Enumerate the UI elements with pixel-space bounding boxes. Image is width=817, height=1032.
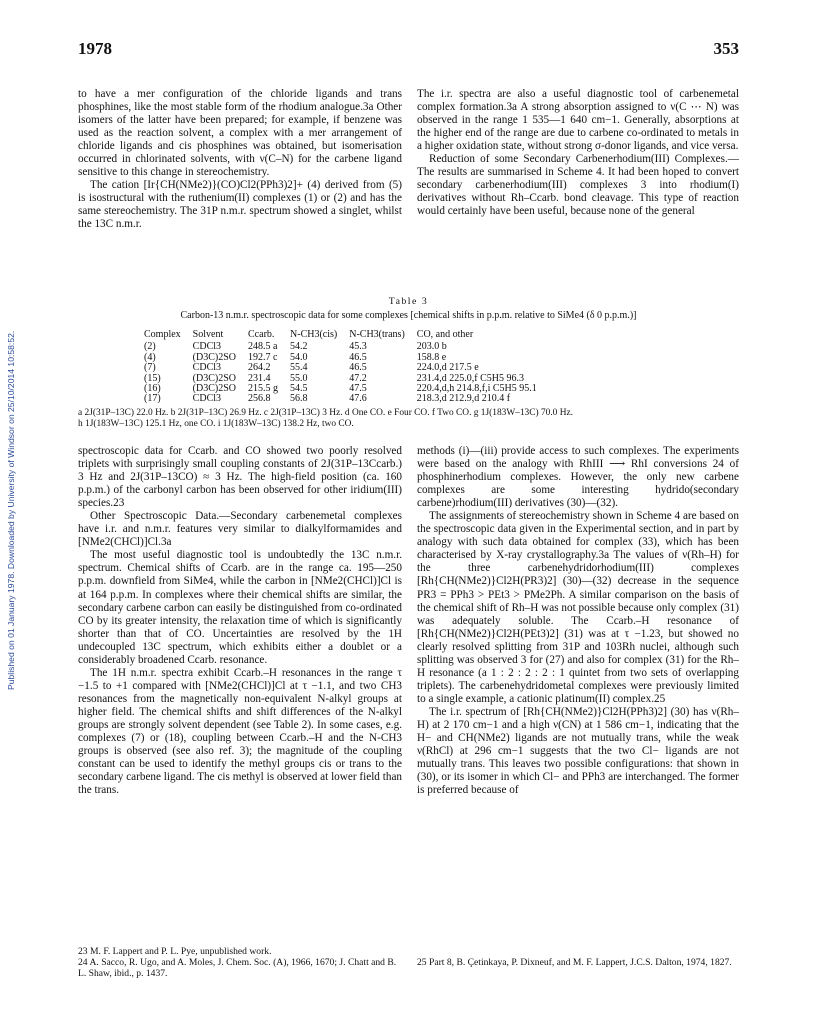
table-cell: 54.2 xyxy=(290,341,308,353)
table-cell: (17) xyxy=(144,393,161,405)
table-cell: CDCl3 xyxy=(192,393,222,405)
table-cell: (16) xyxy=(144,383,161,395)
paragraph: methods (i)—(iii) provide access to such complexes. The experiments were based on the analogy with RhIII ⟶ RhI conversions 24 of phosphinerhodium complexes. However, the only new carbene complexes are some interesting hydrido(secondary carbene)rhodium(III) derivatives (30)—(32). xyxy=(417,445,739,510)
paragraph: The most useful diagnostic tool is undoubtedly the 13C n.m.r. spectrum. Chemical shifts of Ccarb. are in the range ca. 195—250 p.p.m. downfield from SiMe4, while the carbon in [NMe2(CHCl)]Cl is at 164 p.p.m. In complexes where their chemical shifts are similar, the secondary carbene carbon can easily be distinguished from co-ordinated CO by its greater intensity, the relaxation time of which is significantly shorter than that of CO. Uncertainties are resolved by the 1H undecoupled 13C spectrum, which exhibits either a doublet or a considerably broadened Ccarb. resonance. xyxy=(78,549,402,666)
column-top-right xyxy=(417,88,739,218)
table-footnotes xyxy=(78,408,678,430)
table-caption: Carbon-13 n.m.r. spectroscopic data for some complexes [chemical shifts in p.p.m. relative to SiMe4 (δ 0 p.p.m.)] xyxy=(180,310,637,321)
column-top-left xyxy=(78,88,402,232)
table-cell: 55.4 xyxy=(290,362,308,374)
column-bottom-right xyxy=(417,445,739,797)
table-cell: 192.7 c xyxy=(248,351,278,363)
table-cell: (7) xyxy=(144,362,156,374)
table-cell: (D3C)2SO xyxy=(192,372,237,384)
column-header: N-CH3(trans) xyxy=(349,329,405,340)
table-cell: 56.8 xyxy=(290,393,308,405)
table-cell: 231.4 xyxy=(248,372,271,384)
footnote: 25 Part 8, B. Çetinkaya, P. Dixneuf, and M. F. Lappert, J.C.S. Dalton, 1974, 1827. xyxy=(417,957,732,968)
footnotes-left xyxy=(78,946,402,979)
header-page-number: 353 xyxy=(713,39,739,58)
table-cell: 45.3 xyxy=(349,341,367,353)
table-cell: (D3C)2SO xyxy=(192,351,237,363)
table-cell: 231.4,d 225.0,f C5H5 96.3 xyxy=(416,372,525,384)
footnotes-right xyxy=(417,957,739,968)
header-year: 1978 xyxy=(78,39,112,58)
table-label: Table 3 xyxy=(388,296,429,307)
table-cell: 218.3,d 212.9,d 210.4 f xyxy=(416,393,511,405)
table-cell: 264.2 xyxy=(248,362,271,374)
table-cell: (2) xyxy=(144,341,156,353)
table-cell: 220.4,d,h 214.8,f,i C5H5 95.1 xyxy=(416,383,537,395)
paragraph: The i.r. spectrum of [Rh{CH(NMe2)}Cl2H(PPh3)2] (30) has ν(Rh–H) at 2 170 cm−1 and a high ν(CN) at 1 586 cm−1, indicating that the H− and CH(NMe2) ligands are not mutually trans, while the weak ν(RhCl) at 296 cm−1 suggests that the two Cl− ligands are not mutually trans. This leaves two possible configurations: that shown in (30), or its isomer in which Cl− and PPh3 are interchanged. The former is preferred because of xyxy=(417,705,739,797)
column-header: Solvent xyxy=(192,329,224,340)
table-cell: 248.5 a xyxy=(248,341,278,353)
column-bottom-left xyxy=(78,445,402,797)
table-cell: 54.5 xyxy=(290,383,308,395)
table-cell: (4) xyxy=(144,351,156,363)
table-cell: (15) xyxy=(144,372,161,384)
download-watermark: Published on 01 January 1978. Downloaded by University of Windsor on 25/10/2014 10:58:52. xyxy=(6,330,16,690)
paragraph: The i.r. spectra are also a useful diagnostic tool of carbenemetal complex formation.3a A strong absorption assigned to ν(C ⋯ N) was observed in the range 1 535—1 640 cm−1. Generally, absorptions at the higher end of the range are due to carbene co-ordinated to metals in a higher oxidation state, without strong σ-donor ligands, and vice versa. xyxy=(417,88,739,153)
column-header: Complex xyxy=(144,329,181,340)
table-row xyxy=(138,394,543,404)
table-cell: 224.0,d 217.5 e xyxy=(416,362,479,374)
table-3-block xyxy=(0,296,817,429)
paragraph: Reduction of some Secondary Carbenerhodium(III) Complexes.—The results are summarised in Scheme 4. It had been hoped to convert secondary carbenerhodium(III) complexes 3 into rhodium(I) derivatives without Rh–Ccarb. bond cleavage. This type of reaction would certainly have been useful, because none of the general xyxy=(417,153,739,218)
table-cell: 47.5 xyxy=(349,383,367,395)
table-footnote: a 2J(31P–13C) 22.0 Hz. b 2J(31P–13C) 26.9 Hz. c 2J(31P–13C) 3 Hz. d One CO. e Four CO. f Two CO. g 1J(183W–13C) 70.0 Hz. xyxy=(78,408,573,418)
column-header: Ccarb. xyxy=(248,329,275,340)
table-cell: (D3C)2SO xyxy=(192,383,237,395)
table-cell: 55.0 xyxy=(290,372,308,384)
paragraph: Other Spectroscopic Data.—Secondary carbenemetal complexes have i.r. and n.m.r. features very similar to dialkylformamides and [NMe2(CHCl)]Cl.3a xyxy=(78,510,402,549)
table-cell: 46.5 xyxy=(349,362,367,374)
table-cell: 203.0 b xyxy=(416,341,447,353)
nmr-data-table xyxy=(138,330,543,405)
footnote: 23 M. F. Lappert and P. L. Pye, unpublished work. xyxy=(78,946,272,957)
table-cell: CDCl3 xyxy=(192,341,222,353)
table-cell: 158.8 e xyxy=(416,351,447,363)
table-footnote: h 1J(183W–13C) 125.1 Hz, one CO. i 1J(183W–13C) 138.2 Hz, two CO. xyxy=(78,419,354,429)
table-cell: 46.5 xyxy=(349,351,367,363)
table-cell: 54.0 xyxy=(290,351,308,363)
paragraph: to have a mer configuration of the chloride ligands and trans phosphines, like the most stable form of the rhodium analogue.3a Other isomers of the latter have been prepared; for example, if benzene was used as the reaction solvent, a complex with a mer arrangement of chloride ligands and cis phosphines was obtained, but isomerisation occurred in chlorinated solvents, with ν(C–N) for the carbene ligand sensitive to this change in stereochemistry. xyxy=(78,88,402,179)
table-cell: 256.8 xyxy=(248,393,271,405)
table-cell: 47.6 xyxy=(349,393,367,405)
paragraph: The assignments of stereochemistry shown in Scheme 4 are based on the spectroscopic data given in the Experimental section, and in part by analogy with such data obtained for complex (33), which has been characterised by X-ray crystallography.3a The values of ν(Rh–H) for the three carbenehydridorhodium(III) complexes [Rh{CH(NMe2)}Cl2H(PR3)2] (30)—(32) decrease in the sequence PR3 = PPh3 > PEt3 > PMe2Ph. A similar comparison on the basis of the chemical shift of Rh–H was not possible because only complex (31) was adequately soluble. The Ccarb.–H resonance of [Rh{CH(NMe2)}Cl2H(PEt3)2] (31) was at τ −1.23, but showed no clearly resolved splitting from 31P and 103Rh nuclei, although such splitting was observed 3 for (27) and also for complex (31) for the Rh–H resonance (a 1 : 2 : 2 : 2 : 1 quintet from two sets of overlapping triplets). The carbenehydridometal complexes were previously limited to a single example, a cationic platinum(II) complex.25 xyxy=(417,510,739,705)
table-cell: 47.2 xyxy=(349,372,367,384)
paragraph: The cation [Ir{CH(NMe2)}(CO)Cl2(PPh3)2]+ (4) derived from (5) is isostructural with the ruthenium(II) complexes (1) or (2) and has the same stereochemistry. The 31P n.m.r. spectrum showed a singlet, whilst the 13C n.m.r. xyxy=(78,179,402,231)
column-header: N-CH3(cis) xyxy=(290,329,338,340)
footnote: 24 A. Sacco, R. Ugo, and A. Moles, J. Chem. Soc. (A), 1966, 1670; J. Chatt and B. L. Shaw, ibid., p. 1437. xyxy=(78,957,397,979)
table-cell: CDCl3 xyxy=(192,362,222,374)
paragraph: spectroscopic data for Ccarb. and CO showed two poorly resolved triplets with surprisingly small coupling constants of 2J(31P–13Ccarb.) 3 Hz and 2J(31P–13CO) ≈ 3 Hz. The high-field position (ca. 160 p.p.m.) of the carbonyl carbon has been observed for other iridium(III) species.23 xyxy=(78,445,402,510)
column-header: CO, and other xyxy=(416,329,474,340)
table-cell: 215.5 g xyxy=(248,383,279,395)
paragraph: The 1H n.m.r. spectra exhibit Ccarb.–H resonances in the range τ −1.5 to +1 compared with [NMe2(CHCl)]Cl at τ −1.1, and two CH3 resonances from the magnetically non-equivalent N-alkyl groups at higher field. The chemical shifts and shift differences of the N-alkyl groups are strongly solvent dependent (see Table 2). In some cases, e.g. complexes (7) or (18), coupling between Ccarb.–H and the N-CH3 groups is observed (see also ref. 3); the magnitude of the coupling constant can be used to identify the methyl groups cis or trans to the secondary carbene ligand. The cis methyl is observed at lower field than the trans. xyxy=(78,666,402,797)
